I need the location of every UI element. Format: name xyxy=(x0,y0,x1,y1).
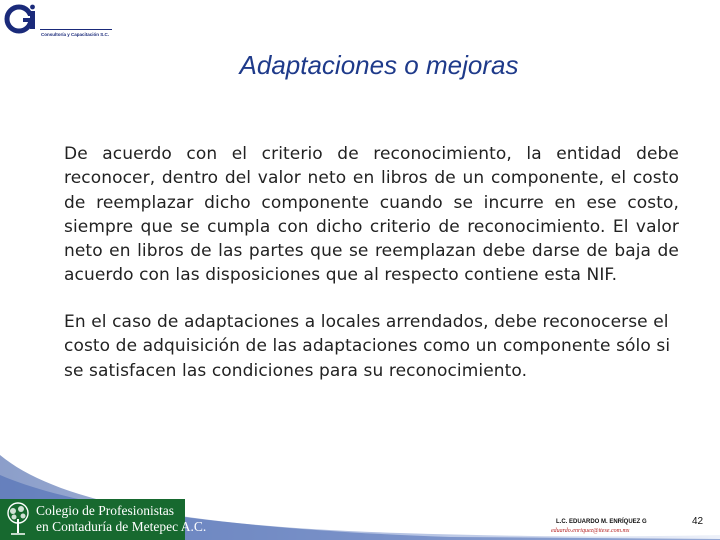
paragraph-1: De acuerdo con el criterio de reconocimiento, la entidad debe reconocer, dentro del valor neto en libros de un componente, el costo de reemplazar dicho componente cuando se incurre en ese costo, siempre que se cumpla con dicho criterio de reconocimiento. El valor neto en libros de las partes que se reemplazan debe darse de baja de acuerdo con las disposiciones que al respecto contiene esta NIF. xyxy=(64,144,679,286)
page-title: Adaptaciones o mejoras xyxy=(239,50,519,80)
company-logo xyxy=(4,2,114,36)
page-number: 42 xyxy=(692,516,704,527)
paragraph-2: En el caso de adaptaciones a locales arrendados, debe reconocerse el costo de adquisición de las adaptaciones como un componente sólo si se satisfacen las condiciones para su reconocimiento. xyxy=(64,312,671,381)
logo-caption: Consultoría y Capacitación S.C. xyxy=(41,32,110,37)
colegio-name-line1: Colegio de Profesionistas xyxy=(36,503,174,518)
tree-icon xyxy=(3,501,33,537)
author-name: L.C. EDUARDO M. ENRÍQUEZ G xyxy=(556,519,647,525)
author-email: eduardo.enriquez@itese.com.mx xyxy=(551,528,630,534)
colegio-banner xyxy=(0,499,207,540)
logo-underline xyxy=(40,29,112,30)
colegio-name-line2: en Contaduría de Metepec A.C. xyxy=(36,519,207,534)
gi-logo-icon xyxy=(4,2,44,36)
